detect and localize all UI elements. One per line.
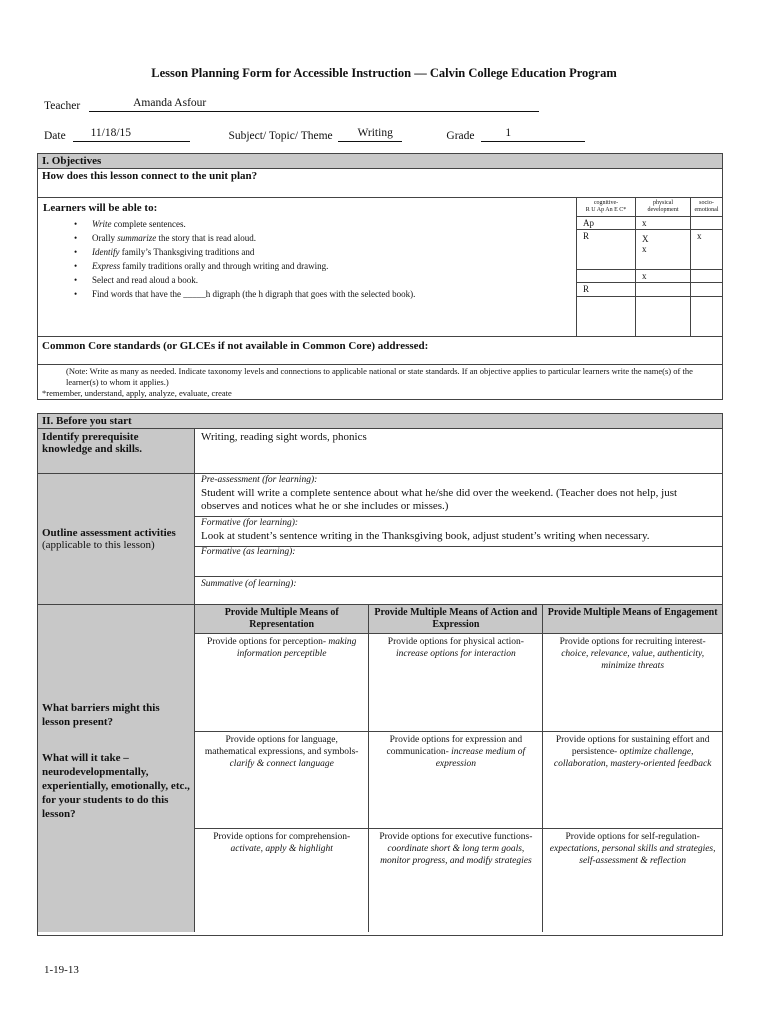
udl-cell: Provide options for physical action- increase options for interaction xyxy=(369,634,543,732)
taxonomy-table xyxy=(576,198,722,336)
udl-cell: Provide options for language, mathematical expressions, and symbols- clarify & connect language xyxy=(195,732,369,829)
udl-row xyxy=(195,732,722,829)
udl-cell: Provide options for comprehension- activate, apply & highlight xyxy=(195,829,369,933)
teacher-line xyxy=(44,97,539,112)
tax-socio: x xyxy=(691,229,723,269)
learners-area xyxy=(38,198,722,337)
udl-cell: Provide options for recruiting interest- choice, relevance, value, authenticity, minimize threats xyxy=(543,634,722,732)
form-title: Lesson Planning Form for Accessible Instruction — Calvin College Education Program xyxy=(151,66,617,80)
objective-item: • Write complete sentences. xyxy=(92,217,415,231)
tax-socio xyxy=(691,269,723,282)
tax-empty xyxy=(636,296,691,336)
pre-assessment-label: Pre-assessment (for learning): xyxy=(201,475,318,485)
objective-item: • Select and read aloud a book. xyxy=(92,273,415,287)
tax-empty xyxy=(577,296,636,336)
formative-as[interactable] xyxy=(195,547,722,577)
objective-item: • Orally summarize the story that is read aloud. xyxy=(92,231,415,245)
learners-label: Learners will be able to: xyxy=(43,202,158,214)
assessment-label-cell xyxy=(38,474,195,604)
udl-table xyxy=(195,605,722,932)
udl-cell: Provide options for self-regulation- expectations, personal skills and strategies, self-assessment & reflection xyxy=(549,832,716,866)
assessment-row xyxy=(38,474,722,605)
take-label: What will it take – neurodevelopmentally, experientially, emotionally, etc., for your students to do this lesson? xyxy=(42,752,190,820)
formative-for-label: Formative (for learning): xyxy=(201,518,299,528)
prereq-label: Identify prerequisite knowledge and skills. xyxy=(38,429,195,473)
before-heading: II. Before you start xyxy=(38,414,722,429)
udl-header-representation: Provide Multiple Means of Representation xyxy=(195,605,369,634)
grade-label: Grade xyxy=(446,130,475,142)
udl-header-engagement: Provide Multiple Means of Engagement xyxy=(543,605,722,634)
assessment-sublabel: (applicable to this lesson) xyxy=(42,539,155,551)
unit-question: How does this lesson connect to the unit plan? xyxy=(38,169,722,198)
tax-cog: R xyxy=(577,282,636,296)
prereq-value[interactable]: Writing, reading sight words, phonics xyxy=(201,431,367,443)
common-core-label: Common Core standards (or GLCEs if not available in Common Core) addressed: xyxy=(38,337,722,365)
teacher-field[interactable] xyxy=(89,97,539,112)
tax-cog xyxy=(577,269,636,282)
tax-row xyxy=(577,216,723,229)
tax-phys: X x xyxy=(636,229,691,269)
summative-label: Summative (of learning): xyxy=(201,579,297,589)
date-line xyxy=(44,127,744,142)
subject-field[interactable] xyxy=(338,127,402,142)
barriers-label: What barriers might this lesson present? xyxy=(42,702,160,728)
tax-cog: Ap xyxy=(577,216,636,229)
objectives-heading: I. Objectives xyxy=(38,154,722,169)
udl-row xyxy=(195,634,722,732)
tax-phys xyxy=(636,282,691,296)
objective-item: • Identify family’s Thanksgiving traditions and xyxy=(92,245,415,259)
tax-phys: x xyxy=(636,216,691,229)
tax-socio xyxy=(691,282,723,296)
udl-row xyxy=(195,829,722,933)
grade-field[interactable] xyxy=(481,127,585,142)
subject-label: Subject/ Topic/ Theme xyxy=(228,130,333,142)
udl-cell: Provide options for executive functions- coordinate short & long term goals, monitor progress, and modify strategies xyxy=(369,829,543,933)
objective-item: • Express family traditions orally and through writing and drawing. xyxy=(92,259,415,273)
assessment-content xyxy=(195,474,722,604)
date-value: 11/18/15 xyxy=(90,127,132,139)
udl-cell: Provide options for sustaining effort and persistence- optimize challenge, collaboration, mastery-oriented feedback xyxy=(543,732,722,829)
tax-empty xyxy=(691,296,723,336)
assessment-label: Outline assessment activities xyxy=(42,527,176,539)
date-label: Date xyxy=(44,130,66,142)
taxonomy-footnote: *remember, understand, apply, analyze, evaluate, create xyxy=(42,388,232,398)
tax-socio xyxy=(691,216,723,229)
teacher-value: Amanda Asfour xyxy=(133,97,207,109)
tax-row xyxy=(577,269,723,282)
udl-header-action: Provide Multiple Means of Action and Expression xyxy=(369,605,543,634)
formative-for[interactable] xyxy=(195,517,722,547)
footer-date: 1-19-13 xyxy=(44,964,79,976)
tax-phys: x xyxy=(636,269,691,282)
objectives-note: (Note: Write as many as needed. Indicate taxonomy levels and connections to applicable national or state standards. If an objective applies to particular learners write the name(s) of the learner(s) to whom it applies.) xyxy=(66,366,693,387)
pre-assessment[interactable] xyxy=(195,474,722,517)
tax-row xyxy=(577,282,723,296)
udl-cell: Provide options for perception- making information perceptible xyxy=(195,634,369,732)
col-socio: socio- emotional xyxy=(691,198,723,216)
col-physical: physical development xyxy=(636,198,691,216)
formative-as-label: Formative (as learning): xyxy=(201,547,296,557)
objective-list xyxy=(48,217,415,301)
col-cognitive: cognitive- R U Ap An E C* xyxy=(577,198,636,216)
subject-value: Writing xyxy=(357,127,393,139)
tax-cog: R xyxy=(577,229,636,269)
tax-row xyxy=(577,229,723,269)
barriers-row xyxy=(38,605,722,932)
objectives-section xyxy=(37,153,723,400)
grade-value: 1 xyxy=(505,127,512,139)
objective-item: • Find words that have the _____h digraph (the h digraph that goes with the selected book). xyxy=(92,287,415,301)
date-field[interactable] xyxy=(73,127,190,142)
barriers-label-cell xyxy=(38,605,195,932)
udl-cell: Provide options for expression and communication- increase medium of expression xyxy=(369,732,543,829)
before-section xyxy=(37,413,723,936)
formative-for-value: Look at student’s sentence writing in the Thanksgiving book, adjust student’s writing when necessary. xyxy=(201,530,650,542)
pre-assessment-value: Student will write a complete sentence about what he/she did over the weekend. (Teacher does not help, just observes and notices what he or she includes or misses.) xyxy=(201,487,678,512)
prereq-row xyxy=(38,429,722,474)
teacher-label: Teacher xyxy=(44,100,81,112)
